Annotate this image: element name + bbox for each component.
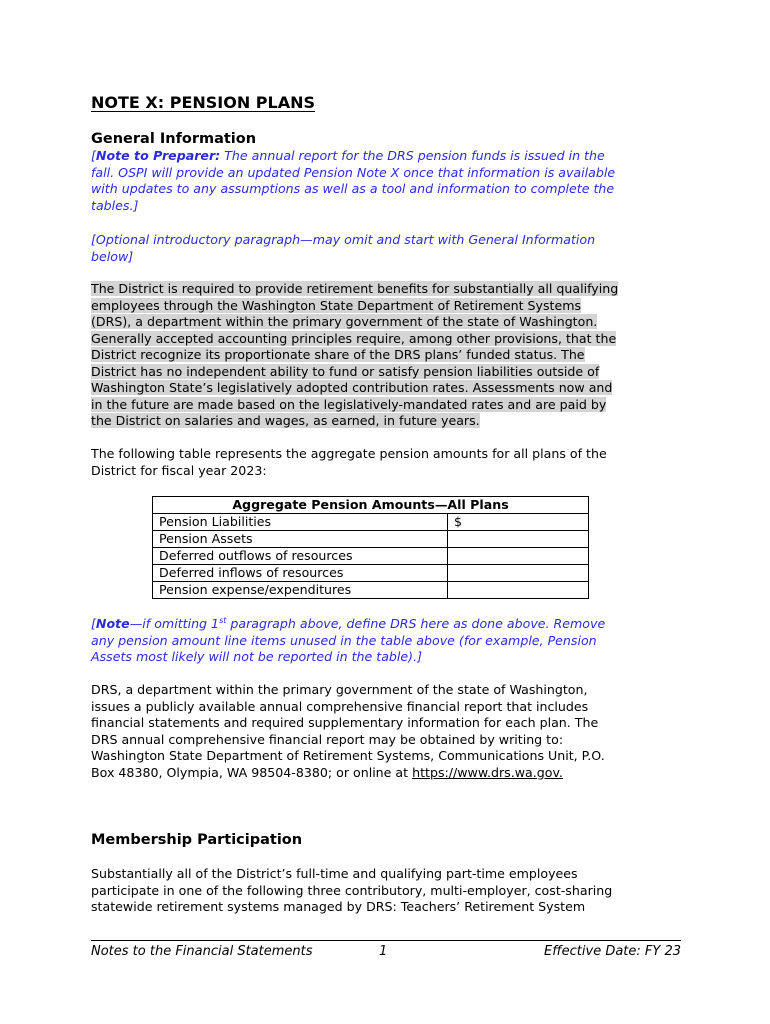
footer-left: Notes to the Financial Statements: [91, 944, 313, 959]
row-value[interactable]: [448, 531, 589, 548]
row-value[interactable]: [448, 548, 589, 565]
general-information-heading: General Information: [91, 131, 257, 147]
membership-heading: Membership Participation: [91, 832, 303, 848]
intro-line: employees through the Washington State Department of Retirement Systems: [91, 297, 582, 313]
preparer-note-line-2: fall. OSPI will provide an updated Pension Note X once that information is available: [91, 164, 616, 180]
table-intro-line-2: District for fiscal year 2023:: [91, 462, 267, 478]
preparer-note-label: Note to Preparer:: [95, 148, 221, 163]
footer-right: Effective Date: FY 23: [544, 944, 681, 959]
preparer-note-line-3: with updates to any assumptions as well as a tool and information to complete the: [91, 181, 615, 196]
intro-line: (DRS), a department within the primary government of the state of Washington.: [91, 314, 598, 329]
intro-line: District recognize its proportionate share of the DRS plans’ funded status. The: [91, 347, 585, 362]
drs-line: financial statements and required supplementary information for each plan. The: [91, 715, 599, 730]
row-value[interactable]: [448, 582, 589, 599]
preparer-note-line-1: The annual report for the DRS pension funds is issued in the: [220, 148, 605, 163]
preparer-note-line-4: tables.]: [91, 197, 139, 213]
optional-note-line-2: below]: [91, 248, 134, 264]
row-label: Deferred inflows of resources: [153, 565, 448, 582]
omit-note-line-2: any pension amount line items unused in the table above (for example, Pension: [91, 632, 597, 648]
omit-note-label: Note: [95, 616, 130, 631]
drs-line: issues a publicly available annual comprehensive financial report that includes: [91, 698, 589, 714]
drs-last-line-prefix: Box 48380, Olympia, WA 98504-8380; or online at: [91, 764, 413, 780]
omit-note-text-1: —if omitting 1: [129, 616, 220, 631]
row-label: Pension expense/expenditures: [153, 582, 448, 599]
table-row: [153, 548, 589, 565]
table-header: Aggregate Pension Amounts—All Plans: [153, 497, 589, 514]
membership-line: participate in one of the following three contributory, multi-employer, cost-sharing: [91, 882, 613, 898]
omit-note-superscript: st: [219, 615, 227, 625]
optional-note-line-1: [Optional introductory paragraph—may omit and start with General Information: [91, 232, 596, 247]
drs-line: Washington State Department of Retirement Systems, Communications Unit, P.O.: [91, 748, 605, 763]
footer-divider: [91, 940, 681, 941]
intro-line: Washington State’s legislatively adopted contribution rates. Assessments now and: [91, 380, 613, 395]
omit-note-open: [: [91, 616, 96, 631]
preparer-note: [91, 148, 681, 214]
intro-line: District has no independent ability to fund or satisfy pension liabilities outside of: [91, 363, 600, 379]
table-header-row: [153, 497, 589, 514]
row-label: Pension Assets: [153, 531, 448, 548]
membership-paragraph: [91, 866, 681, 916]
table-intro-line-1: The following table represents the aggregate pension amounts for all plans of the: [91, 446, 607, 461]
drs-website-link[interactable]: https://www.drs.wa.gov.: [412, 764, 563, 780]
row-value[interactable]: [448, 565, 589, 582]
table-row: [153, 582, 589, 599]
intro-line: in the future are made based on the legislatively-mandated rates and are paid by: [91, 396, 607, 412]
table-row: [153, 531, 589, 548]
omit-note-text-2: paragraph above, define DRS here as done above. Remove: [226, 616, 606, 631]
intro-paragraph: [91, 281, 681, 430]
preparer-note-open: [: [91, 148, 96, 163]
omit-note: [91, 616, 681, 666]
intro-line: the District on salaries and wages, as earned, in future years.: [91, 413, 480, 428]
table-intro-paragraph: [91, 446, 681, 479]
row-value[interactable]: $: [448, 514, 589, 531]
drs-line: DRS, a department within the primary government of the state of Washington,: [91, 682, 588, 697]
intro-line: Generally accepted accounting principles require, among other provisions, that the: [91, 330, 617, 346]
table-row: [153, 565, 589, 582]
optional-intro-note: [91, 232, 681, 265]
aggregate-pension-table: [152, 496, 589, 599]
membership-line: Substantially all of the District’s full-time and qualifying part-time employees: [91, 866, 578, 881]
intro-line: The District is required to provide retirement benefits for substantially all qualifying: [91, 281, 619, 296]
row-label: Pension Liabilities: [153, 514, 448, 531]
table-row: [153, 514, 589, 531]
page-title: NOTE X: PENSION PLANS: [91, 93, 316, 112]
row-label: Deferred outflows of resources: [153, 548, 448, 565]
omit-note-line-3: Assets most likely will not be reported in the table).]: [91, 649, 422, 664]
drs-line: DRS annual comprehensive financial report may be obtained by writing to:: [91, 731, 564, 747]
page-number: 1: [379, 944, 388, 959]
drs-paragraph: [91, 682, 681, 781]
membership-line: statewide retirement systems managed by DRS: Teachers’ Retirement System: [91, 899, 586, 914]
